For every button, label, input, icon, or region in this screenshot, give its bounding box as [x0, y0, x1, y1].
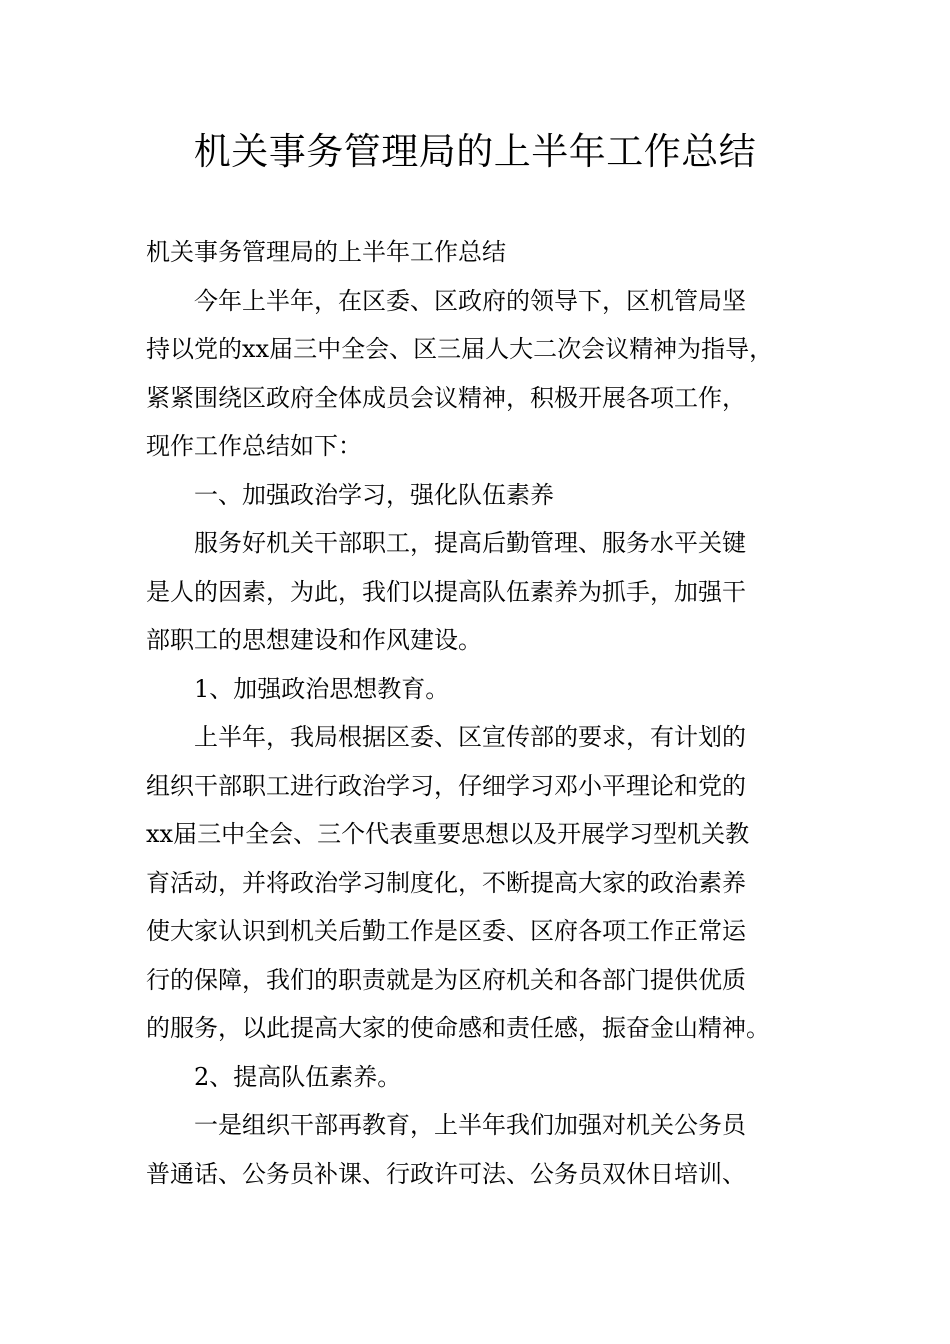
body-line: 行的保障，我们的职责就是为区府机关和各部门提供优质 — [146, 965, 746, 994]
body-line: 紧紧围绕区政府全体成员会议精神，积极开展各项工作， — [146, 383, 746, 412]
body-line: 现作工作总结如下： — [146, 432, 362, 460]
body-line: 部职工的思想建设和作风建设。 — [146, 626, 482, 654]
document-body — [146, 228, 808, 1198]
body-line: 服务好机关干部职工，提高后勤管理、服务水平关键 — [194, 529, 746, 557]
body-line: 使大家认识到机关后勤工作是区委、区府各项工作正常运 — [146, 917, 746, 945]
body-line: 持以党的xx届三中全会、区三届人大二次会议精神为指导， — [146, 335, 774, 363]
document-title: 机关事务管理局的上半年工作总结 — [193, 130, 757, 173]
body-line: 今年上半年，在区委、区政府的领导下，区机管局坚 — [194, 286, 746, 315]
body-line: 普通话、公务员补课、行政许可法、公务员双休日培训、 — [146, 1159, 746, 1188]
body-line: 是人的因素，为此，我们以提高队伍素养为抓手，加强干 — [146, 577, 746, 606]
body-line: 1、加强政治思想教育。 — [194, 674, 450, 703]
body-line: 育活动，并将政治学习制度化，不断提高大家的政治素养 — [146, 868, 746, 897]
body-line: 上半年，我局根据区委、区宣传部的要求，有计划的 — [194, 723, 746, 751]
body-line: 组织干部职工进行政治学习，仔细学习邓小平理论和党的 — [146, 771, 746, 800]
body-line: 机关事务管理局的上半年工作总结 — [146, 238, 506, 266]
body-line: 一、加强政治学习，强化队伍素养 — [194, 480, 554, 509]
body-line: 的服务，以此提高大家的使命感和责任感，振奋金山精神。 — [146, 1014, 770, 1042]
body-line: 一是组织干部再教育，上半年我们加强对机关公务员 — [194, 1111, 746, 1139]
body-line: 2、提高队伍素养。 — [194, 1062, 402, 1091]
body-line: xx届三中全会、三个代表重要思想以及开展学习型机关教 — [146, 820, 750, 848]
